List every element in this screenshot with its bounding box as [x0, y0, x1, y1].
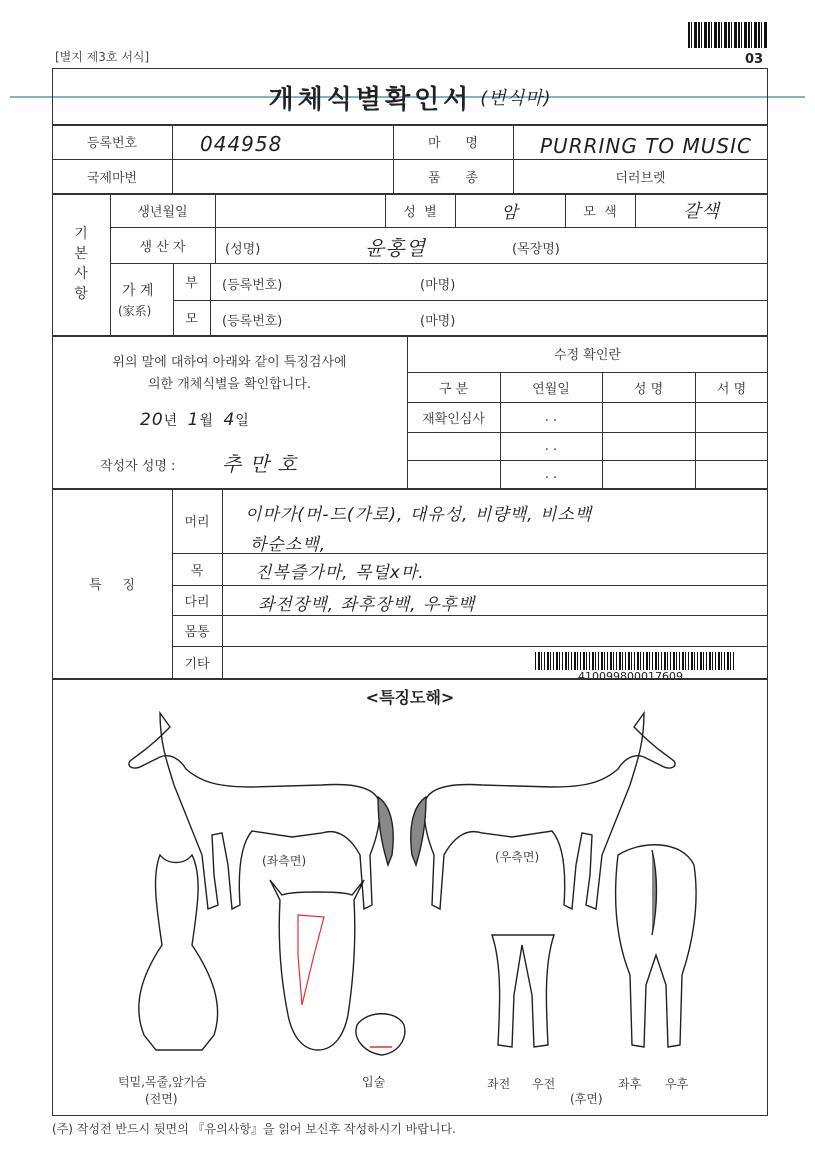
date-year-unit: 년 [163, 413, 178, 429]
head-value-2: 하순소백, [250, 535, 327, 555]
revision-row3-dots: . . [544, 466, 558, 482]
intl-no-label: 국제마번 [86, 170, 138, 186]
date-month-value: 1 [187, 410, 200, 430]
farm-label: (목장명) [512, 242, 560, 257]
form-number: [별지 제3호 서식] [55, 50, 150, 64]
horse-name-label: 마 명 [428, 136, 478, 151]
rear-label: (후면) [570, 1092, 603, 1106]
basic-section-label: 기 본 사 항 [74, 226, 88, 302]
writer-label: 작성자 성명 : [100, 459, 176, 474]
front-label: (전면) [145, 1092, 178, 1106]
breeder-name-label: (성명) [225, 242, 261, 257]
horse-left-side-drawing [129, 713, 393, 909]
page-code: 03 [745, 52, 764, 67]
horse-diagram [52, 705, 768, 1110]
barcode-number: 410099800017609 [578, 670, 683, 683]
title-note: (번식마) [480, 88, 552, 109]
confirm-text-2: 의한 개체식별을 확인합니다. [147, 376, 312, 392]
legs-value: 좌전장백, 좌후장백, 우후백 [258, 595, 476, 615]
neck-value: 진복즐가마, 목덜x마. [255, 563, 425, 583]
right-hind-label: 우후 [665, 1077, 689, 1091]
revision-title: 수정 확인란 [554, 348, 621, 363]
horse-rear-drawing [616, 845, 696, 1047]
sex-label: 성 별 [403, 204, 437, 220]
horse-lips-drawing [356, 1014, 405, 1055]
color-value: 갈색 [683, 201, 720, 222]
revision-row1-dots: . . [544, 409, 558, 425]
breed-label: 품 종 [428, 170, 478, 186]
sticker-barcode [535, 652, 735, 670]
dam-label: 모 [185, 312, 198, 327]
diagram-title: <특징도해> [365, 687, 455, 707]
revision-header-name: 성 명 [633, 381, 664, 397]
date-day-value: 4 [223, 410, 236, 430]
features-section-label: 특 징 [89, 577, 135, 593]
horse-front-legs-drawing [492, 935, 554, 1047]
confirm-text-1: 위의 말에 대하여 아래와 같이 특징검사에 [112, 354, 347, 370]
revision-header-sign: 서 명 [716, 381, 747, 397]
sex-value: 암 [501, 202, 519, 223]
right-front-label: 우전 [532, 1077, 556, 1091]
sire-reg-no-label: (등록번호) [222, 278, 283, 293]
title-text: 개체식별확인서 [268, 84, 473, 115]
date-month-unit: 월 [199, 413, 213, 429]
front-caption: 턱밑,목줄,앞가슴 [118, 1075, 207, 1089]
revision-header-type: 구 분 [438, 381, 469, 397]
dam-reg-no-label: (등록번호) [222, 314, 283, 329]
right-side-label: (우측면) [495, 850, 540, 864]
color-label: 모 색 [583, 204, 617, 220]
sire-name-label: (마명) [420, 278, 456, 293]
head-label: 머리 [184, 515, 210, 530]
horse-right-side-drawing [411, 713, 675, 909]
date-year-value: 20 [140, 410, 164, 430]
other-label: 기타 [184, 656, 210, 672]
breed-value: 더러브렛 [615, 170, 666, 186]
breeder-label: 생 산 자 [139, 239, 186, 255]
left-hind-label: 좌후 [618, 1077, 642, 1091]
neck-label: 목 [190, 563, 204, 579]
family-label: 가 계 [122, 283, 154, 299]
breeder-name-value: 윤홍열 [365, 236, 426, 260]
left-side-label: (좌측면) [262, 854, 307, 868]
revision-row-label: 재확인심사 [422, 411, 485, 427]
revision-row2-dots: . . [544, 438, 558, 454]
reg-no-value: 044958 [200, 132, 283, 156]
reg-no-label: 등록번호 [86, 136, 138, 151]
confirm-date [140, 410, 249, 430]
horse-name-value: PURRING TO MUSIC [540, 134, 752, 158]
sire-label: 부 [185, 276, 198, 291]
head-value-1: 이마가(머-드(가로), 대유성, 비량백, 비소백 [245, 505, 593, 525]
birth-label: 생년월일 [137, 204, 188, 220]
horse-head-front-drawing [270, 880, 364, 1050]
legs-label: 다리 [184, 594, 210, 610]
family-hanja: (家系) [118, 304, 152, 318]
date-day-unit: 일 [235, 413, 249, 429]
footer-note: (주) 작성전 반드시 뒷면의 『유의사항』을 읽어 보신후 작성하시기 바랍니다. [52, 1122, 456, 1136]
writer-value: 추 만 호 [222, 452, 298, 476]
body-label: 몸통 [184, 625, 210, 640]
revision-header-date: 연월일 [532, 381, 570, 397]
lips-label: 입술 [362, 1075, 386, 1089]
document-title [52, 72, 768, 122]
left-front-label: 좌전 [487, 1077, 511, 1091]
dam-name-label: (마명) [420, 314, 456, 329]
top-barcode [688, 22, 768, 48]
